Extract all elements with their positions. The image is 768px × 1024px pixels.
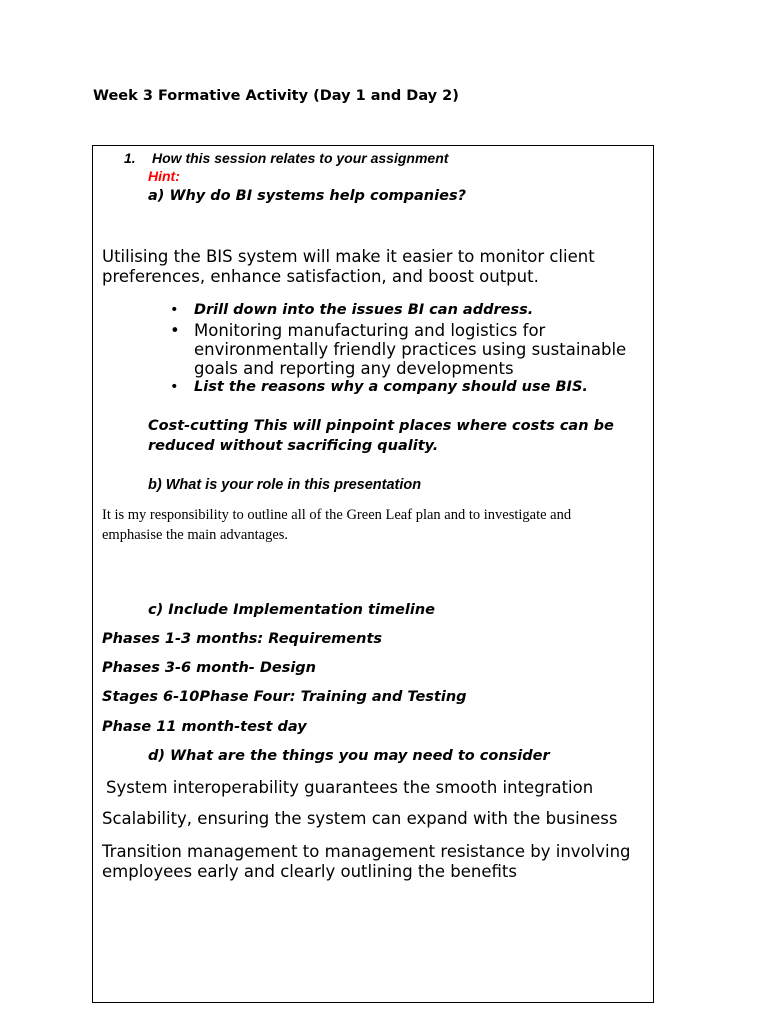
document-title: Week 3 Formative Activity (Day 1 and Day 2) <box>93 88 459 104</box>
part-d-question: d) What are the things you may need to consider <box>148 748 550 764</box>
phase-item: Stages 6-10Phase Four: Training and Testing <box>102 689 467 705</box>
question-1-number: 1. <box>124 150 136 166</box>
part-b-question: b) What is your role in this presentation <box>148 477 422 493</box>
consideration-item: Transition management to management resistance by involving employees early and clearly outlining the benefits <box>102 842 631 881</box>
bullet-list-2 <box>170 321 645 378</box>
question-1-text: How this session relates to your assignment <box>152 150 449 166</box>
consideration-item: Scalability, ensuring the system can expand with the business <box>102 809 618 828</box>
bullet-item: • Monitoring manufacturing and logistics for environmentally friendly practices using sustainable goals and reporting any developments <box>170 321 645 378</box>
bullet-item: • Drill down into the issues BI can address. <box>170 301 645 320</box>
part-c-question: c) Include Implementation timeline <box>148 602 435 618</box>
phase-item: Phases 1-3 months: Requirements <box>102 631 383 647</box>
bullet-item: • List the reasons why a company should use BIS. <box>170 378 645 397</box>
phase-item: Phases 3-6 month- Design <box>102 660 317 676</box>
bullet-list-3 <box>170 378 645 397</box>
consideration-item: System interoperability guarantees the smooth integration <box>106 778 594 797</box>
part-a-answer: Utilising the BIS system will make it easier to monitor client preferences, enhance satisfaction, and boost output. <box>102 247 595 286</box>
cost-cutting-text: Cost-cutting This will pinpoint places where costs can be reduced without sacrificing quality. <box>148 418 614 454</box>
question-1-heading <box>124 150 448 166</box>
part-a-question: a) Why do BI systems help companies? <box>148 188 466 204</box>
hint-label: Hint: <box>148 168 180 184</box>
phase-item: Phase 11 month-test day <box>102 719 307 735</box>
part-b-answer: It is my responsibility to outline all of the Green Leaf plan and to investigate and emphasise the main advantages. <box>102 507 572 543</box>
bullet-list-1 <box>170 301 645 320</box>
